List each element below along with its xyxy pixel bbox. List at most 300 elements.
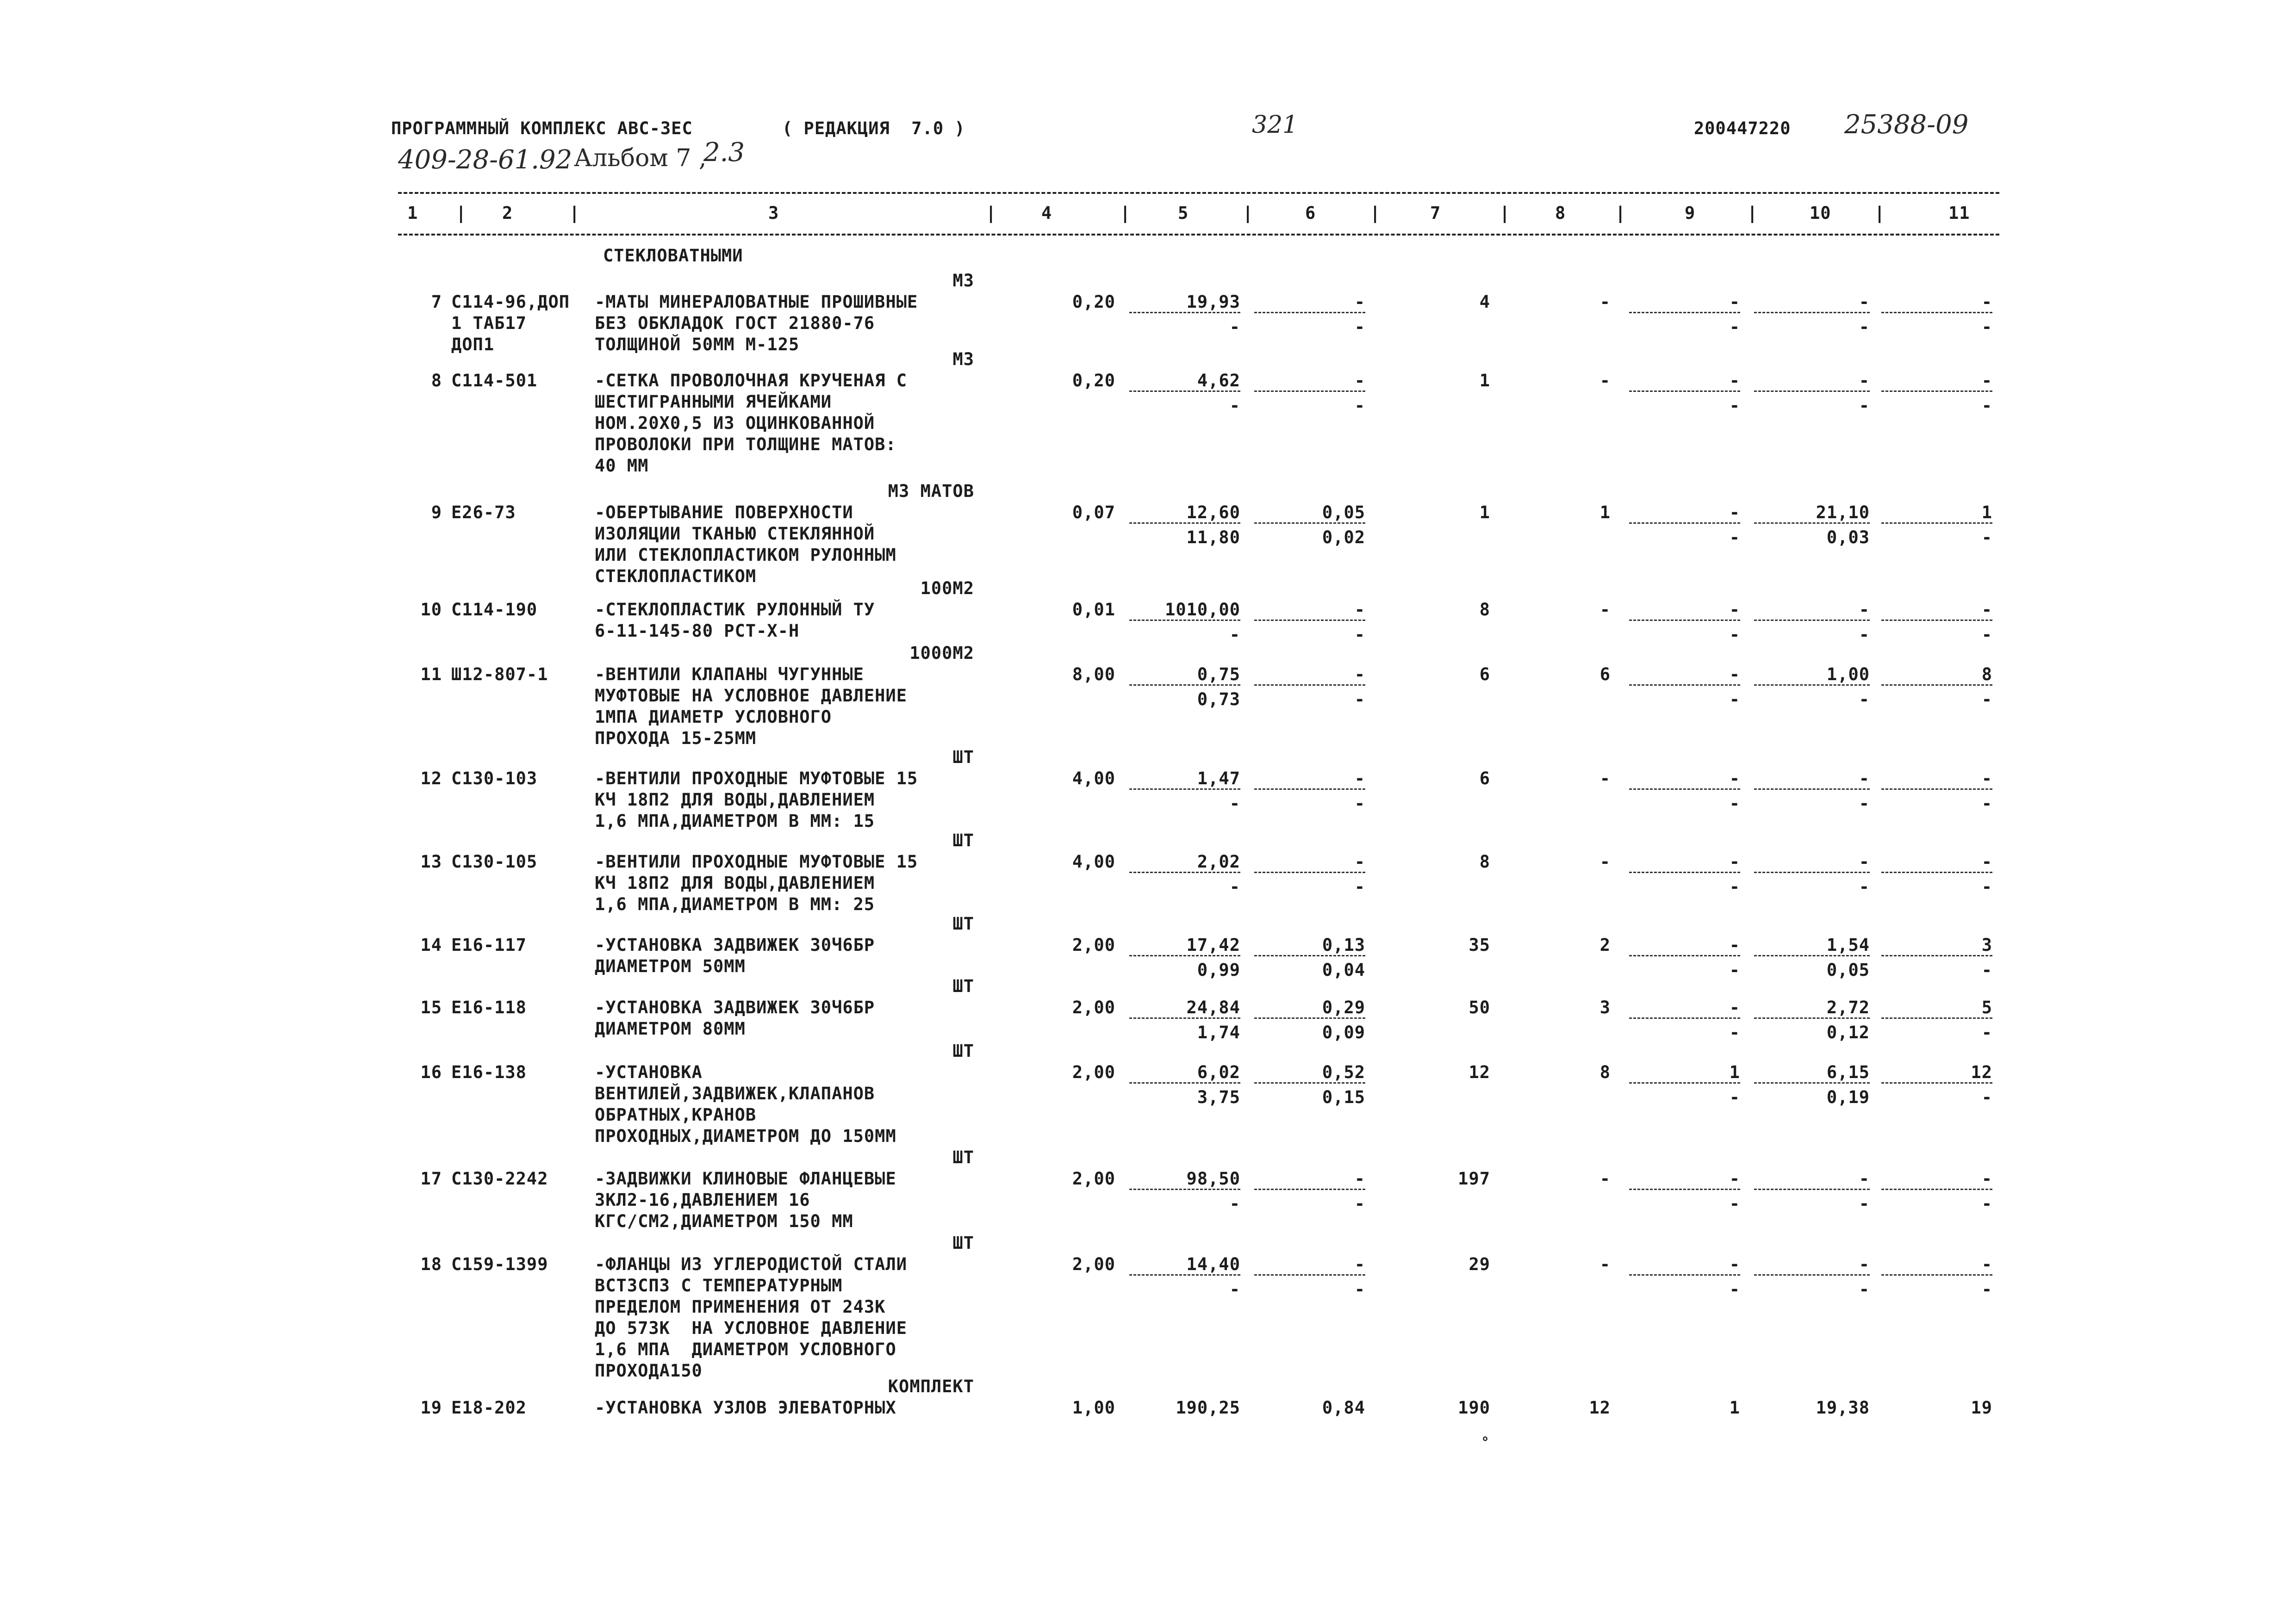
cell-c10: 1,00: [1826, 664, 1870, 684]
cell-c7: 6: [1479, 664, 1490, 684]
cell-c9-sub: -: [1729, 1194, 1740, 1214]
subtotal-divider: [1129, 620, 1240, 621]
cell-c9-sub: -: [1729, 794, 1740, 813]
cell-c10-sub: 0,03: [1826, 527, 1870, 547]
subtotal-divider: [1754, 1017, 1870, 1019]
cell-c5: 14,40: [1186, 1254, 1240, 1274]
bottom-mark: °: [1481, 1434, 1490, 1451]
cell-c4: 2,00: [1072, 1254, 1115, 1274]
unit-label: КОМПЛЕКТ: [888, 1376, 974, 1396]
cell-c8: -: [1599, 600, 1611, 620]
cell-c5-sub: -: [1229, 396, 1240, 415]
cell-c6: -: [1354, 600, 1365, 620]
cell-c9-sub: -: [1729, 1023, 1740, 1042]
subtotal-divider: [1629, 391, 1740, 392]
unit-label: ШТ: [952, 1041, 974, 1061]
cell-c5: 2,02: [1197, 852, 1240, 872]
cell-c5-sub: -: [1229, 877, 1240, 897]
cell-c6: 0,52: [1322, 1062, 1365, 1082]
cell-c10: -: [1859, 1169, 1870, 1189]
cell-c10: 2,72: [1826, 998, 1870, 1017]
row-description: ТОЛЩИНОЙ 50ММ М-125: [595, 335, 800, 354]
subtotal-divider: [1629, 312, 1740, 313]
cell-c11: 12: [1971, 1062, 1992, 1082]
row-number: 9: [431, 502, 442, 522]
row-description: -УСТАНОВКА: [595, 1062, 703, 1082]
row-code: С114-190: [451, 600, 538, 620]
row-code: Е16-138: [451, 1062, 527, 1082]
cell-c10-sub: -: [1859, 625, 1870, 645]
row-code: Е26-73: [451, 502, 516, 522]
cell-c11: 5: [1981, 998, 1992, 1017]
column-separator: |: [569, 203, 580, 223]
unit-label: ШТ: [952, 747, 974, 767]
row-code: Е16-117: [451, 935, 527, 955]
row-number: 16: [420, 1062, 442, 1082]
cell-c10: -: [1859, 769, 1870, 788]
cell-c7: 1: [1479, 371, 1490, 391]
row-number: 7: [431, 292, 442, 312]
row-description: 1,6 МПА,ДИАМЕТРОМ В ММ: 25: [595, 894, 875, 914]
cell-c9-sub: -: [1729, 396, 1740, 415]
cell-c9: -: [1729, 502, 1740, 522]
cell-c4: 4,00: [1072, 769, 1115, 788]
cell-c7: 12: [1468, 1062, 1490, 1082]
subtotal-divider: [1129, 1274, 1240, 1276]
cell-c6-sub: -: [1354, 1279, 1365, 1299]
cell-c7: 190: [1458, 1398, 1490, 1418]
cell-c11-sub: -: [1981, 1087, 1992, 1107]
subtotal-divider: [1129, 391, 1240, 392]
cell-c4: 2,00: [1072, 935, 1115, 955]
row-code: ДОП1: [451, 335, 495, 354]
row-description: -ЗАДВИЖКИ КЛИНОВЫЕ ФЛАНЦЕВЫЕ: [595, 1169, 896, 1189]
cell-c5: 19,93: [1186, 292, 1240, 312]
subtotal-divider: [1629, 684, 1740, 686]
row-description: ВЕНТИЛЕЙ,ЗАДВИЖЕК,КЛАПАНОВ: [595, 1084, 875, 1104]
column-header-4: 4: [1041, 203, 1052, 223]
column-separator: |: [1874, 203, 1885, 223]
row-description: ПРОХОДНЫХ,ДИАМЕТРОМ ДО 150ММ: [595, 1126, 896, 1146]
cell-c8: -: [1599, 371, 1611, 391]
cell-c5-sub: 0,73: [1197, 689, 1240, 709]
row-description: ОБРАТНЫХ,КРАНОВ: [595, 1105, 757, 1125]
row-number: 15: [420, 998, 442, 1017]
cell-c6-sub: -: [1354, 396, 1365, 415]
row-description: 1МПА ДИАМЕТР УСЛОВНОГО: [595, 707, 832, 727]
column-separator: |: [1370, 203, 1381, 223]
row-description: -УСТАНОВКА ЗАДВИЖЕК 30Ч6БР: [595, 998, 875, 1017]
subtotal-divider: [1754, 872, 1870, 873]
header-top-rule: [398, 192, 1999, 194]
unit-label: ШТ: [952, 976, 974, 996]
cell-c5-sub: -: [1229, 1194, 1240, 1214]
cell-c5-sub: -: [1229, 1279, 1240, 1299]
cell-c8: -: [1599, 292, 1611, 312]
cell-c10: -: [1859, 371, 1870, 391]
row-description: 1,6 МПА ДИАМЕТРОМ УСЛОВНОГО: [595, 1339, 896, 1359]
cell-c7: 1: [1479, 502, 1490, 522]
cell-c6-sub: 0,09: [1322, 1023, 1365, 1042]
cell-c11-sub: -: [1981, 1279, 1992, 1299]
subtotal-divider: [1754, 1274, 1870, 1276]
subtotal-divider: [1254, 872, 1365, 873]
row-number: 12: [420, 769, 442, 788]
row-description: ДИАМЕТРОМ 50ММ: [595, 956, 746, 976]
album-suffix: 2.3: [703, 137, 745, 167]
cell-c6: -: [1354, 852, 1365, 872]
column-header-5: 5: [1178, 203, 1189, 223]
subtotal-divider: [1254, 1274, 1365, 1276]
row-description: -ВЕНТИЛИ ПРОХОДНЫЕ МУФТОВЫЕ 15: [595, 769, 918, 788]
row-description: КГС/СМ2,ДИАМЕТРОМ 150 ММ: [595, 1211, 853, 1231]
cell-c11: -: [1981, 852, 1992, 872]
column-separator: |: [986, 203, 997, 223]
row-description: БЕЗ ОБКЛАДОК ГОСТ 21880-76: [595, 313, 875, 333]
cell-c11-sub: -: [1981, 1194, 1992, 1214]
cell-c10-sub: -: [1859, 794, 1870, 813]
row-description: ВСТ3СП3 С ТЕМПЕРАТУРНЫМ: [595, 1276, 843, 1296]
row-code: С130-103: [451, 769, 538, 788]
cell-c9-sub: -: [1729, 960, 1740, 980]
album-label: Альбом 7 ,: [574, 144, 707, 172]
cell-c4: 4,00: [1072, 852, 1115, 872]
document-code: 200447220: [1694, 118, 1791, 138]
cell-c6-sub: -: [1354, 1194, 1365, 1214]
cell-c4: 8,00: [1072, 664, 1115, 684]
row-description: -ФЛАНЦЫ ИЗ УГЛЕРОДИСТОЙ СТАЛИ: [595, 1254, 908, 1274]
cell-c11: 1: [1981, 502, 1992, 522]
cell-c10: -: [1859, 292, 1870, 312]
cell-c4: 0,20: [1072, 371, 1115, 391]
document-number: 25388-09: [1844, 110, 1969, 140]
row-description: -ВЕНТИЛИ КЛАПАНЫ ЧУГУННЫЕ: [595, 664, 864, 684]
cell-c10: -: [1859, 852, 1870, 872]
cell-c8: -: [1599, 1254, 1611, 1274]
subtotal-divider: [1129, 955, 1240, 956]
cell-c10-sub: -: [1859, 1279, 1870, 1299]
subtotal-divider: [1629, 872, 1740, 873]
cell-c11-sub: -: [1981, 960, 1992, 980]
column-separator: |: [1120, 203, 1131, 223]
cell-c10: 1,54: [1826, 935, 1870, 955]
subtotal-divider: [1129, 522, 1240, 524]
unit-label: М3: [952, 349, 974, 369]
cell-c10-sub: -: [1859, 1194, 1870, 1214]
cell-c9: -: [1729, 292, 1740, 312]
row-description: ПРОХОДА150: [595, 1361, 703, 1381]
row-number: 10: [420, 600, 442, 620]
cell-c10: 21,10: [1816, 502, 1870, 522]
row-number: 17: [420, 1169, 442, 1189]
cell-c10: 19,38: [1816, 1398, 1870, 1418]
cell-c11-sub: -: [1981, 794, 1992, 813]
row-description: КЧ 18П2 ДЛЯ ВОДЫ,ДАВЛЕНИЕМ: [595, 873, 875, 893]
subtotal-divider: [1629, 1189, 1740, 1190]
subtotal-divider: [1881, 1189, 1992, 1190]
cell-c5-sub: 3,75: [1197, 1087, 1240, 1107]
cell-c6-sub: -: [1354, 794, 1365, 813]
cell-c6-sub: -: [1354, 625, 1365, 645]
cell-c8: -: [1599, 1169, 1611, 1189]
row-description: 6-11-145-80 РСТ-Х-Н: [595, 621, 800, 641]
cell-c11-sub: -: [1981, 317, 1992, 337]
cell-c5-sub: -: [1229, 625, 1240, 645]
cell-c9-sub: -: [1729, 625, 1740, 645]
column-separator: |: [456, 203, 467, 223]
row-number: 8: [431, 371, 442, 391]
subtotal-divider: [1254, 620, 1365, 621]
unit-label: М3 МАТОВ: [888, 481, 974, 501]
cell-c8: -: [1599, 769, 1611, 788]
cell-c8: 1: [1599, 502, 1611, 522]
cell-c11-sub: -: [1981, 527, 1992, 547]
unit-label: ШТ: [952, 831, 974, 850]
cell-c7: 197: [1458, 1169, 1490, 1189]
column-header-11: 11: [1948, 203, 1970, 223]
cell-c9-sub: -: [1729, 1087, 1740, 1107]
row-description: ИЛИ СТЕКЛОПЛАСТИКОМ РУЛОННЫМ: [595, 545, 896, 565]
cell-c5-sub: -: [1229, 317, 1240, 337]
header-bottom-rule: [398, 234, 1999, 236]
cell-c11: 19: [1971, 1398, 1992, 1418]
album-reference: 409-28-61.92: [398, 145, 572, 175]
cell-c10-sub: -: [1859, 317, 1870, 337]
row-code: С114-96,ДОП: [451, 292, 570, 312]
subtotal-divider: [1881, 684, 1992, 686]
column-header-8: 8: [1555, 203, 1566, 223]
column-header-7: 7: [1430, 203, 1441, 223]
cell-c6: -: [1354, 371, 1365, 391]
cell-c9: 1: [1729, 1062, 1740, 1082]
subtotal-divider: [1254, 522, 1365, 524]
cell-c11: 8: [1981, 664, 1992, 684]
cell-c10: 6,15: [1826, 1062, 1870, 1082]
row-number: 19: [420, 1398, 442, 1418]
subtotal-divider: [1881, 1082, 1992, 1084]
cell-c4: 0,20: [1072, 292, 1115, 312]
cell-c7: 29: [1468, 1254, 1490, 1274]
cell-c4: 0,01: [1072, 600, 1115, 620]
row-description: 1,6 МПА,ДИАМЕТРОМ В ММ: 15: [595, 811, 875, 831]
cell-c5: 98,50: [1186, 1169, 1240, 1189]
cell-c6: 0,29: [1322, 998, 1365, 1017]
subtotal-divider: [1881, 1017, 1992, 1019]
subtotal-divider: [1754, 620, 1870, 621]
cell-c9: -: [1729, 1169, 1740, 1189]
subtotal-divider: [1754, 522, 1870, 524]
cell-c5: 0,75: [1197, 664, 1240, 684]
cell-c9-sub: -: [1729, 689, 1740, 709]
subtotal-divider: [1129, 872, 1240, 873]
cell-c8: 2: [1599, 935, 1611, 955]
cell-c6: -: [1354, 1169, 1365, 1189]
cell-c11: 3: [1981, 935, 1992, 955]
row-code: С159-1399: [451, 1254, 548, 1274]
row-description: ПРОВОЛОКИ ПРИ ТОЛЩИНЕ МАТОВ:: [595, 434, 896, 454]
cell-c5: 1010,00: [1165, 600, 1240, 620]
cell-c10-sub: 0,05: [1826, 960, 1870, 980]
unit-label: 100М2: [920, 578, 974, 598]
cell-c9: -: [1729, 371, 1740, 391]
subtotal-divider: [1881, 872, 1992, 873]
subtotal-divider: [1754, 955, 1870, 956]
cell-c6: -: [1354, 664, 1365, 684]
cell-c8: 6: [1599, 664, 1611, 684]
cell-c6: 0,13: [1322, 935, 1365, 955]
cell-c9-sub: -: [1729, 1279, 1740, 1299]
cell-c10-sub: -: [1859, 689, 1870, 709]
cell-c7: 6: [1479, 769, 1490, 788]
cell-c11: -: [1981, 769, 1992, 788]
row-number: 18: [420, 1254, 442, 1274]
subtotal-divider: [1881, 312, 1992, 313]
column-separator: |: [1747, 203, 1758, 223]
column-header-1: 1: [407, 203, 418, 223]
subtotal-divider: [1754, 391, 1870, 392]
row-description: ДИАМЕТРОМ 80ММ: [595, 1019, 746, 1039]
cell-c9-sub: -: [1729, 317, 1740, 337]
row-description: ПРОХОДА 15-25ММ: [595, 728, 757, 748]
cell-c10-sub: 0,12: [1826, 1023, 1870, 1042]
subtotal-divider: [1754, 684, 1870, 686]
row-code: С130-105: [451, 852, 538, 872]
cell-c9: -: [1729, 998, 1740, 1017]
row-code: С130-2242: [451, 1169, 548, 1189]
unit-label: 1000М2: [909, 643, 974, 663]
cell-c6: -: [1354, 1254, 1365, 1274]
subtotal-divider: [1254, 1189, 1365, 1190]
cell-c9: -: [1729, 664, 1740, 684]
cell-c5-sub: 1,74: [1197, 1023, 1240, 1042]
row-description: -ВЕНТИЛИ ПРОХОДНЫЕ МУФТОВЫЕ 15: [595, 852, 918, 872]
cell-c6: 0,84: [1322, 1398, 1365, 1418]
subtotal-divider: [1629, 955, 1740, 956]
row-description: -УСТАНОВКА ЗАДВИЖЕК 30Ч6БР: [595, 935, 875, 955]
cell-c4: 1,00: [1072, 1398, 1115, 1418]
subtotal-divider: [1881, 522, 1992, 524]
row-description: -МАТЫ МИНЕРАЛОВАТНЫЕ ПРОШИВНЫЕ: [595, 292, 918, 312]
cell-c7: 4: [1479, 292, 1490, 312]
cell-c5: 4,62: [1197, 371, 1240, 391]
row-description: 40 ММ: [595, 456, 649, 476]
cell-c9: -: [1729, 852, 1740, 872]
subtotal-divider: [1629, 1017, 1740, 1019]
cell-c4: 2,00: [1072, 1062, 1115, 1082]
column-header-3: 3: [768, 203, 779, 223]
subtotal-divider: [1754, 312, 1870, 313]
column-separator: |: [1500, 203, 1511, 223]
subtotal-divider: [1754, 1082, 1870, 1084]
subtotal-divider: [1129, 1189, 1240, 1190]
subtotal-divider: [1629, 1082, 1740, 1084]
cell-c10-sub: 0,19: [1826, 1087, 1870, 1107]
unit-label: М3: [952, 271, 974, 291]
cell-c6: -: [1354, 769, 1365, 788]
row-number: 14: [420, 935, 442, 955]
subtotal-divider: [1629, 1274, 1740, 1276]
unit-label: ШТ: [952, 914, 974, 934]
cell-c9: -: [1729, 769, 1740, 788]
column-separator: |: [1243, 203, 1254, 223]
row-description: -ОБЕРТЫВАНИЕ ПОВЕРХНОСТИ: [595, 502, 853, 522]
cell-c10-sub: -: [1859, 396, 1870, 415]
cell-c5-sub: 0,99: [1197, 960, 1240, 980]
subtotal-divider: [1254, 391, 1365, 392]
cell-c4: 2,00: [1072, 998, 1115, 1017]
row-description: -СТЕКЛОПЛАСТИК РУЛОННЫЙ ТУ: [595, 600, 875, 620]
cell-c5: 24,84: [1186, 998, 1240, 1017]
subtotal-divider: [1254, 955, 1365, 956]
subtotal-divider: [1129, 684, 1240, 686]
row-number: 13: [420, 852, 442, 872]
subtotal-divider: [1754, 788, 1870, 790]
cell-c5: 1,47: [1197, 769, 1240, 788]
row-description: НОМ.20Х0,5 ИЗ ОЦИНКОВАННОЙ: [595, 413, 875, 433]
row-description: КЧ 18П2 ДЛЯ ВОДЫ,ДАВЛЕНИЕМ: [595, 790, 875, 810]
row-number: 11: [420, 664, 442, 684]
cell-c5: 17,42: [1186, 935, 1240, 955]
cell-c8: 12: [1589, 1398, 1611, 1418]
subtotal-divider: [1254, 312, 1365, 313]
cell-c6: -: [1354, 292, 1365, 312]
row-description: -УСТАНОВКА УЗЛОВ ЭЛЕВАТОРНЫХ: [595, 1398, 896, 1418]
cell-c6-sub: -: [1354, 877, 1365, 897]
row-description: ДО 573К НА УСЛОВНОЕ ДАВЛЕНИЕ: [595, 1318, 908, 1338]
cell-c6: 0,05: [1322, 502, 1365, 522]
subtotal-divider: [1254, 788, 1365, 790]
cell-c11: -: [1981, 1169, 1992, 1189]
cell-c10: -: [1859, 1254, 1870, 1274]
row-code: С114-501: [451, 371, 538, 391]
row-code: Е16-118: [451, 998, 527, 1017]
column-header-2: 2: [502, 203, 513, 223]
subtotal-divider: [1881, 1274, 1992, 1276]
unit-label: ШТ: [952, 1147, 974, 1167]
cell-c10-sub: -: [1859, 877, 1870, 897]
subtotal-divider: [1881, 955, 1992, 956]
subtotal-divider: [1254, 1017, 1365, 1019]
subtotal-divider: [1881, 788, 1992, 790]
cell-c5: 6,02: [1197, 1062, 1240, 1082]
page-number: 321: [1252, 111, 1298, 139]
unit-label: ШТ: [952, 1233, 974, 1253]
cell-c9-sub: -: [1729, 527, 1740, 547]
row-description: МУФТОВЫЕ НА УСЛОВНОЕ ДАВЛЕНИЕ: [595, 686, 908, 706]
cell-c11-sub: -: [1981, 877, 1992, 897]
cell-c9: -: [1729, 1254, 1740, 1274]
program-title: ПРОГРАММНЫЙ КОМПЛЕКС АВС-3ЕС: [391, 118, 693, 138]
row-code: 1 ТАБ17: [451, 313, 527, 333]
cell-c7: 35: [1468, 935, 1490, 955]
cell-c6-sub: -: [1354, 317, 1365, 337]
intro-text: СТЕКЛОВАТНЫМИ: [603, 246, 743, 266]
cell-c11: -: [1981, 600, 1992, 620]
row-description: -СЕТКА ПРОВОЛОЧНАЯ КРУЧЕНАЯ С: [595, 371, 908, 391]
subtotal-divider: [1254, 1082, 1365, 1084]
row-code: Ш12-807-1: [451, 664, 548, 684]
cell-c6-sub: -: [1354, 689, 1365, 709]
cell-c9-sub: -: [1729, 877, 1740, 897]
subtotal-divider: [1254, 684, 1365, 686]
cell-c11: -: [1981, 292, 1992, 312]
subtotal-divider: [1881, 391, 1992, 392]
column-header-6: 6: [1305, 203, 1316, 223]
edition-label: ( РЕДАКЦИЯ 7.0 ): [782, 118, 965, 138]
row-description: ПРЕДЕЛОМ ПРИМЕНЕНИЯ ОТ 243К: [595, 1297, 886, 1317]
row-description: ИЗОЛЯЦИИ ТКАНЬЮ СТЕКЛЯННОЙ: [595, 524, 875, 544]
cell-c11-sub: -: [1981, 625, 1992, 645]
